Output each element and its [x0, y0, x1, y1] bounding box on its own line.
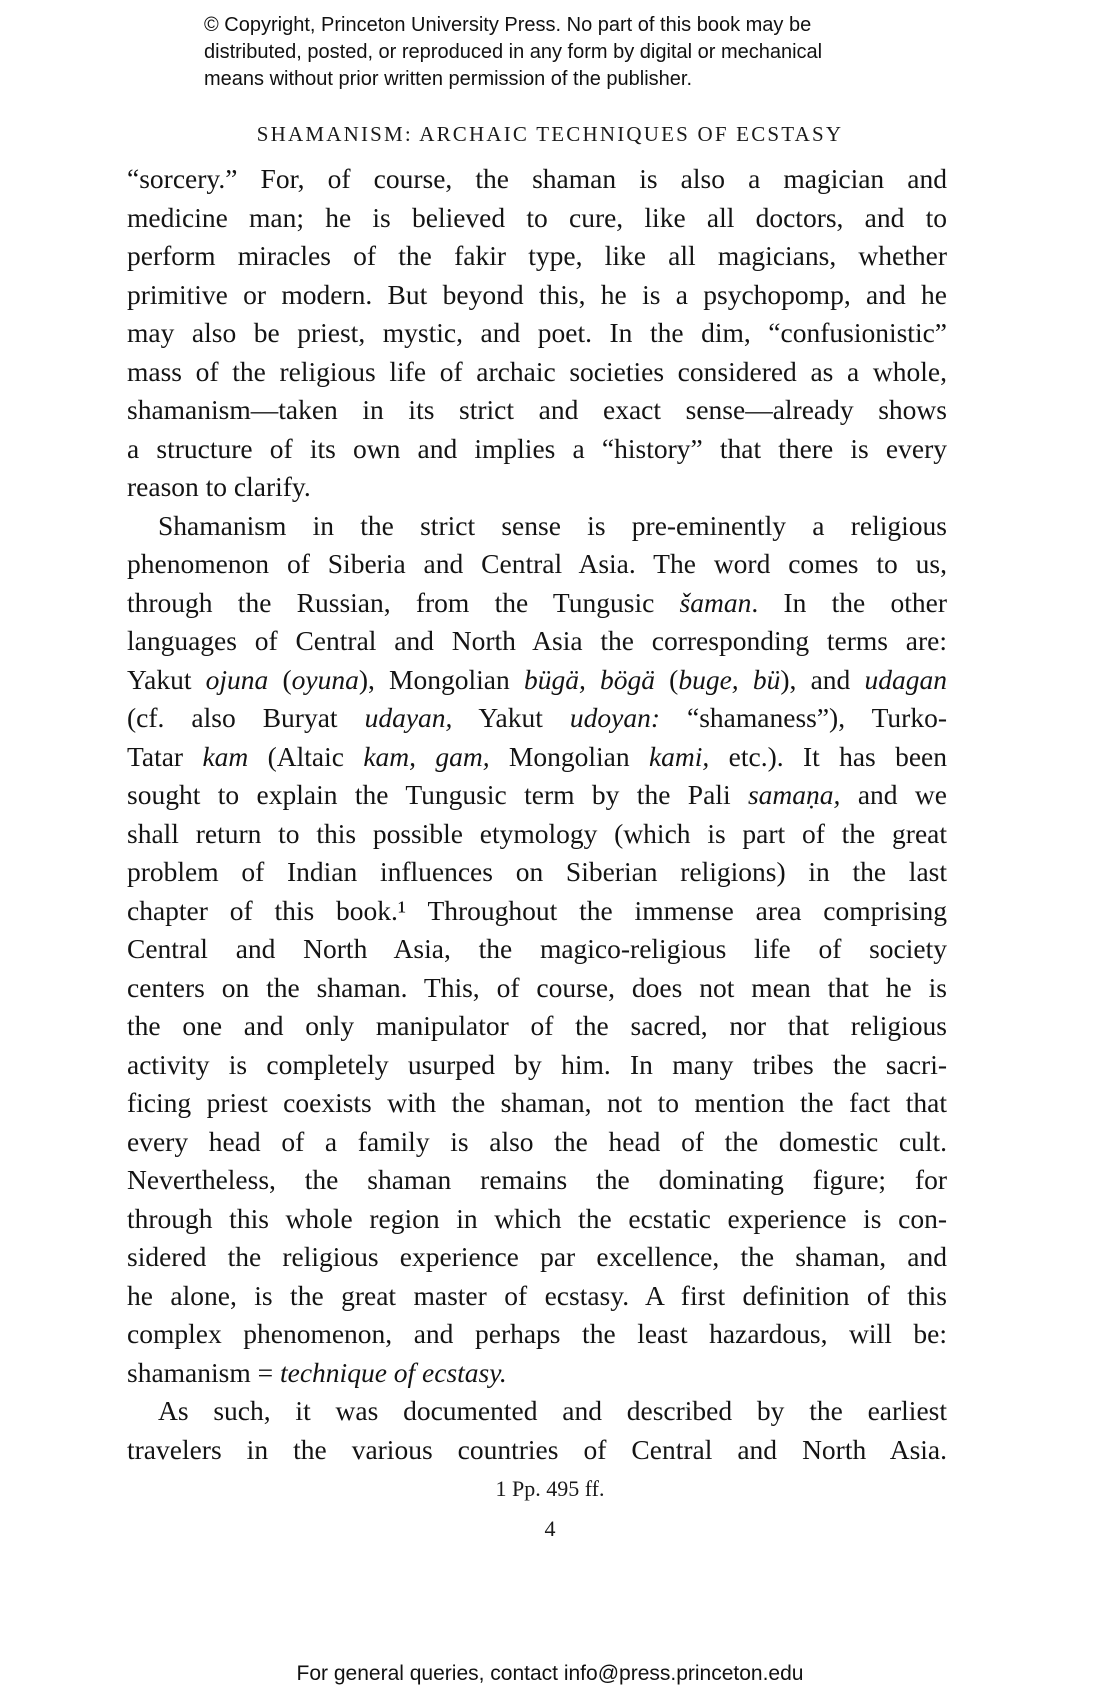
text-line: centers on the shaman. This, of course, does not mean that he is: [127, 971, 947, 1003]
text-line: ficing priest coexists with the shaman, not to mention the fact that: [127, 1087, 947, 1118]
text-line: he alone, is the great master of ecstasy. A first definition of this: [127, 1279, 947, 1311]
copyright-line: means without prior written permission of the publisher.: [204, 68, 693, 90]
text-line: shall return to this possible etymology (which is part of the great: [127, 817, 947, 849]
running-head: SHAMANISM: ARCHAIC TECHNIQUES OF ECSTASY: [256, 122, 844, 146]
text-line: shamanism = technique of ecstasy.: [127, 1356, 507, 1388]
text-line: Nevertheless, the shaman remains the dominating figure; for: [127, 1164, 947, 1195]
text-line: reason to clarify.: [127, 471, 311, 502]
text-line: the one and only manipulator of the sacred, nor that religious: [127, 1010, 947, 1041]
text-line: phenomenon of Siberia and Central Asia. The word comes to us,: [127, 548, 947, 579]
footer-contact: For general queries, contact info@press.princeton.edu: [296, 1662, 804, 1685]
text-line: a structure of its own and implies a “history” that there is every: [127, 432, 947, 464]
copyright-line: © Copyright, Princeton University Press. No part of this book may be: [204, 14, 812, 36]
text-line: (cf. also Buryat udayan, Yakut udoyan: “shamaness”), Turko-: [127, 702, 947, 733]
text-line: Tatar kam (Altaic kam, gam, Mongolian kami, etc.). It has been: [127, 740, 948, 772]
copyright-line: distributed, posted, or reproduced in any form by digital or mechanical: [204, 41, 823, 63]
text-line: problem of Indian influences on Siberian religions) in the last: [127, 856, 947, 887]
text-line: sought to explain the Tungusic term by the Pali samaṇa, and we: [127, 779, 947, 810]
text-line: may also be priest, mystic, and poet. In the dim, “confusionistic”: [127, 317, 947, 348]
body-text: [127, 160, 947, 1469]
text-line: “sorcery.” For, of course, the shaman is also a magician and: [127, 163, 947, 194]
text-line: languages of Central and North Asia the corresponding terms are:: [127, 625, 947, 656]
text-line: perform miracles of the fakir type, like all magicians, whether: [127, 240, 947, 271]
text-line: Central and North Asia, the magico-religious life of society: [127, 933, 947, 964]
text-line: primitive or modern. But beyond this, he is a psychopomp, and he: [127, 278, 947, 310]
text-line: medicine man; he is believed to cure, like all doctors, and to: [127, 201, 947, 233]
text-line: chapter of this book.¹ Throughout the immense area comprising: [127, 894, 947, 926]
text-line: As such, it was documented and described by the earliest: [158, 1395, 947, 1426]
footnote: 1 Pp. 495 ff.: [495, 1476, 605, 1501]
text-line: mass of the religious life of archaic societies considered as a whole,: [127, 355, 947, 387]
text-line: shamanism—taken in its strict and exact sense—already shows: [127, 394, 947, 425]
text-line: through this whole region in which the ecstatic experience is con-: [127, 1202, 947, 1234]
text-line: every head of a family is also the head of the domestic cult.: [127, 1125, 947, 1157]
text-line: complex phenomenon, and perhaps the least hazardous, will be:: [127, 1318, 947, 1349]
text-line: through the Russian, from the Tungusic šaman. In the other: [127, 586, 947, 618]
text-line: sidered the religious experience par excellence, the shaman, and: [127, 1241, 947, 1272]
copyright-notice: [204, 12, 924, 93]
text-line: travelers in the various countries of Central and North Asia.: [127, 1433, 947, 1465]
text-line: Yakut ojuna (oyuna), Mongolian bügä, bögä (buge, bü), and udagan: [127, 663, 947, 695]
text-line: Shamanism in the strict sense is pre-eminently a religious: [158, 509, 947, 541]
page-number: 4: [544, 1516, 556, 1541]
text-line: activity is completely usurped by him. In many tribes the sacri-: [127, 1048, 947, 1080]
